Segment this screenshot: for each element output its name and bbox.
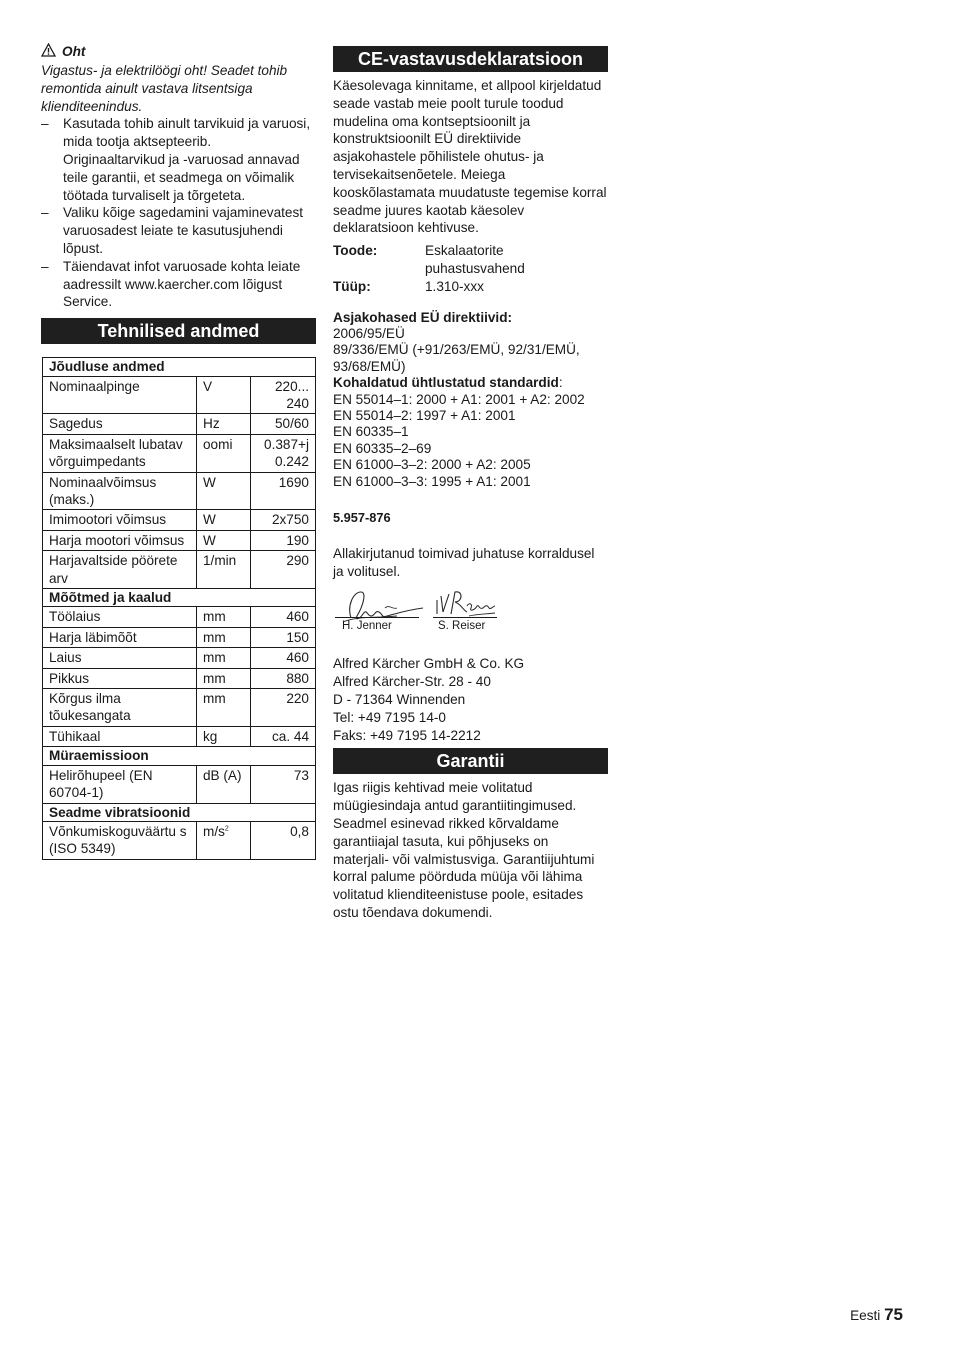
signature-line: [335, 617, 419, 618]
tech-data-table: [42, 357, 316, 860]
address-line: Tel: +49 7195 14-0: [333, 709, 446, 725]
signed-text: Allakirjutanud toimivad juhatuse korraldusel ja volitusel.: [333, 545, 595, 579]
address-line: Alfred Kärcher GmbH & Co. KG: [333, 656, 525, 672]
spec-unit-text: Hz: [203, 416, 220, 432]
spec-name: Nominaalpinge: [43, 376, 197, 414]
table-group-row: [43, 358, 316, 376]
table-row: [43, 376, 316, 414]
standard-item: EN 61000–3–3: 1995 + A1: 2001: [333, 473, 531, 489]
spec-unit-text: oomi: [203, 436, 233, 452]
spec-unit-text: mm: [203, 609, 226, 625]
signatures: [333, 586, 608, 644]
spec-value: 2x750: [251, 510, 316, 530]
spec-value: 0,8: [251, 821, 316, 859]
standards-title-text: Kohaldatud ühtlustatud standardid: [333, 375, 559, 391]
spec-unit: [197, 530, 251, 550]
spec-value: 460: [251, 607, 316, 627]
spec-name: Harja läbimõõt: [43, 627, 197, 647]
directives-block: [333, 310, 608, 490]
table-group-title: Müraemissioon: [43, 747, 316, 765]
spec-name: Maksimaalselt lubatav võrguimpedants: [43, 434, 197, 472]
product-value: Eskalaatorite puhastusvahend: [425, 243, 525, 276]
spec-name: Tühikaal: [43, 726, 197, 746]
table-row: [43, 510, 316, 530]
spec-value: 1690: [251, 472, 316, 510]
spec-unit: [197, 689, 251, 727]
spec-name: Harjavaltside pöörete arv: [43, 551, 197, 589]
spec-unit-text: mm: [203, 670, 226, 686]
spec-name: Töölaius: [43, 607, 197, 627]
standards-colon: :: [558, 375, 563, 391]
table-group-title: Jõudluse andmed: [43, 358, 316, 376]
warning-triangle-icon: [41, 43, 56, 62]
spec-name: Võnkumiskoguväärtu s (ISO 5349): [43, 821, 197, 859]
spec-unit: [197, 726, 251, 746]
list-item: – Valiku kõige sagedamini vajaminevatest varuosadest leiate te kasutusjuhendi lõpust.: [41, 204, 316, 257]
spec-unit: [197, 607, 251, 627]
warning-text: Vigastus- ja elektrilöögi oht! Seadet tohib remontida ainult vastava litsentsiga klienditeenindus.: [41, 63, 288, 114]
ce-declaration-text: Käesolevaga kinnitame, et allpool kirjeldatud seade vastab meie poolt turule toodud mudelina oma kontseptsioonilt ja konstruktsioonilt EÜ direktiivide asjakohastele põhilistele ohutus- ja tervisekaitsenõetele. Meiega kooskõlastamata muudatuste tegemise korral seadme juures kaotab käesolev deklaratsioon kehtivuse.: [333, 78, 607, 236]
spec-unit: [197, 434, 251, 472]
signature-line: [433, 617, 497, 618]
spec-value: 220... 240: [251, 376, 316, 414]
spec-value: 190: [251, 530, 316, 550]
signature-name-jenner: H. Jenner: [342, 620, 392, 633]
standard-item: EN 61000–3–2: 2000 + A2: 2005: [333, 457, 531, 473]
spec-value: 0.387+j 0.242: [251, 434, 316, 472]
spec-name: Kõrgus ilma tõukesangata: [43, 689, 197, 727]
spec-unit-text: kg: [203, 728, 218, 744]
warning-heading: [41, 42, 316, 62]
spec-unit: [197, 551, 251, 589]
directive-item: 2006/95/EÜ: [333, 325, 405, 341]
spec-value: 290: [251, 551, 316, 589]
spec-unit-text: dB (A): [203, 767, 242, 783]
warranty-text: Igas riigis kehtivad meie volitatud müügiesindaja antud garantiitingimused. Seadmel esinevad rikked kõrvaldame garantiiajal tasuta, kui põhjuseks on materjali- või valmistusviga. Garantiijuhtumi korral palume pöörduda müüja või lähima volitatud klienditeenistuse poole, esitades ostu tõendava dokumendi.: [333, 780, 595, 920]
table-row: [43, 472, 316, 510]
directive-item: 89/336/EMÜ (+91/263/EMÜ, 92/31/EMÜ, 93/68/EMÜ): [333, 342, 580, 374]
spec-name: Laius: [43, 648, 197, 668]
spec-value: ca. 44: [251, 726, 316, 746]
company-address: [333, 655, 608, 744]
directives-title: Asjakohased EÜ direktiivid:: [333, 309, 513, 325]
spec-unit: [197, 765, 251, 803]
left-column: [41, 42, 316, 860]
table-row: [43, 414, 316, 434]
product-info: [333, 242, 608, 295]
table-row: [43, 821, 316, 859]
product-label: Toode:: [333, 243, 378, 259]
spec-unit-text: m/s: [203, 823, 225, 839]
type-label: Tüüp:: [333, 278, 371, 294]
section-title-ce: CE-vastavusdeklaratsioon: [333, 46, 608, 72]
table-row: [43, 689, 316, 727]
warning-title: Oht: [62, 44, 86, 60]
spec-unit-superscript: 2: [224, 825, 229, 833]
signature-name-reiser: S. Reiser: [438, 620, 486, 633]
spec-name: Imimootori võimsus: [43, 510, 197, 530]
spec-unit: [197, 627, 251, 647]
footer-language: Eesti: [850, 1308, 881, 1323]
standard-item: EN 60335–1: [333, 424, 409, 440]
spec-unit-text: W: [203, 532, 216, 548]
table-row: [43, 648, 316, 668]
spec-unit: [197, 376, 251, 414]
spec-value: 220: [251, 689, 316, 727]
table-row: [43, 551, 316, 589]
table-row: [43, 434, 316, 472]
address-line: D - 71364 Winnenden: [333, 692, 466, 708]
standards-title: [333, 375, 608, 391]
spec-name: Sagedus: [43, 414, 197, 434]
page-footer: [843, 1306, 903, 1325]
spec-unit: [197, 668, 251, 688]
spec-unit: [197, 821, 251, 859]
spec-value: 50/60: [251, 414, 316, 434]
table-group-row: [43, 589, 316, 607]
table-row: [43, 726, 316, 746]
spec-name: Nominaalvõimsus (maks.): [43, 472, 197, 510]
standard-item: EN 55014–1: 2000 + A1: 2001 + A2: 2002: [333, 391, 585, 407]
spec-name: Pikkus: [43, 668, 197, 688]
page-number: 75: [884, 1305, 903, 1324]
table-row: [43, 530, 316, 550]
table-group-title: Seadme vibratsioonid: [43, 803, 316, 821]
spec-unit-text: mm: [203, 629, 226, 645]
table-group-row: [43, 747, 316, 765]
spec-unit-text: 1/min: [203, 553, 237, 569]
spec-unit: [197, 472, 251, 510]
spec-unit: [197, 510, 251, 530]
address-line: Alfred Kärcher-Str. 28 - 40: [333, 674, 491, 690]
spec-unit: [197, 648, 251, 668]
spec-name: Helirõhupeel (EN 60704-1): [43, 765, 197, 803]
document-number: 5.957-876: [333, 510, 391, 526]
table-group-row: [43, 803, 316, 821]
spec-unit: [197, 414, 251, 434]
table-row: [43, 607, 316, 627]
standard-item: EN 60335–2–69: [333, 440, 432, 456]
spec-unit-text: mm: [203, 650, 226, 666]
spec-value: 460: [251, 648, 316, 668]
spec-unit-text: V: [203, 378, 213, 394]
right-column: [333, 46, 608, 922]
section-title-tech-data: Tehnilised andmed: [41, 318, 316, 344]
address-line: Faks: +49 7195 14-2212: [333, 727, 481, 743]
standard-item: EN 55014–2: 1997 + A1: 2001: [333, 408, 516, 423]
type-value: 1.310-xxx: [425, 278, 484, 294]
table-row: [43, 668, 316, 688]
table-row: [43, 627, 316, 647]
spec-value: 880: [251, 668, 316, 688]
spec-value: 73: [251, 765, 316, 803]
spec-unit-text: mm: [203, 691, 226, 707]
table-group-title: Mõõtmed ja kaalud: [43, 589, 316, 607]
spec-unit-text: W: [203, 512, 216, 528]
spec-unit-text: W: [203, 474, 216, 490]
spec-value: 150: [251, 627, 316, 647]
section-title-warranty: Garantii: [333, 748, 608, 774]
list-item: – Kasutada tohib ainult tarvikuid ja varuosi, mida tootja aktsepteerib. Originaaltarvikud ja -varuosad annavad teile garantii, et seadmega on võimalik töötada turvaliselt ja tõrgeteta.: [41, 115, 316, 204]
spec-name: Harja mootori võimsus: [43, 530, 197, 550]
list-item: – Täiendavat infot varuosade kohta leiate aadressilt www.kaercher.com lõigust Service.: [41, 258, 316, 311]
table-row: [43, 765, 316, 803]
service-bullet-list: [41, 115, 316, 311]
